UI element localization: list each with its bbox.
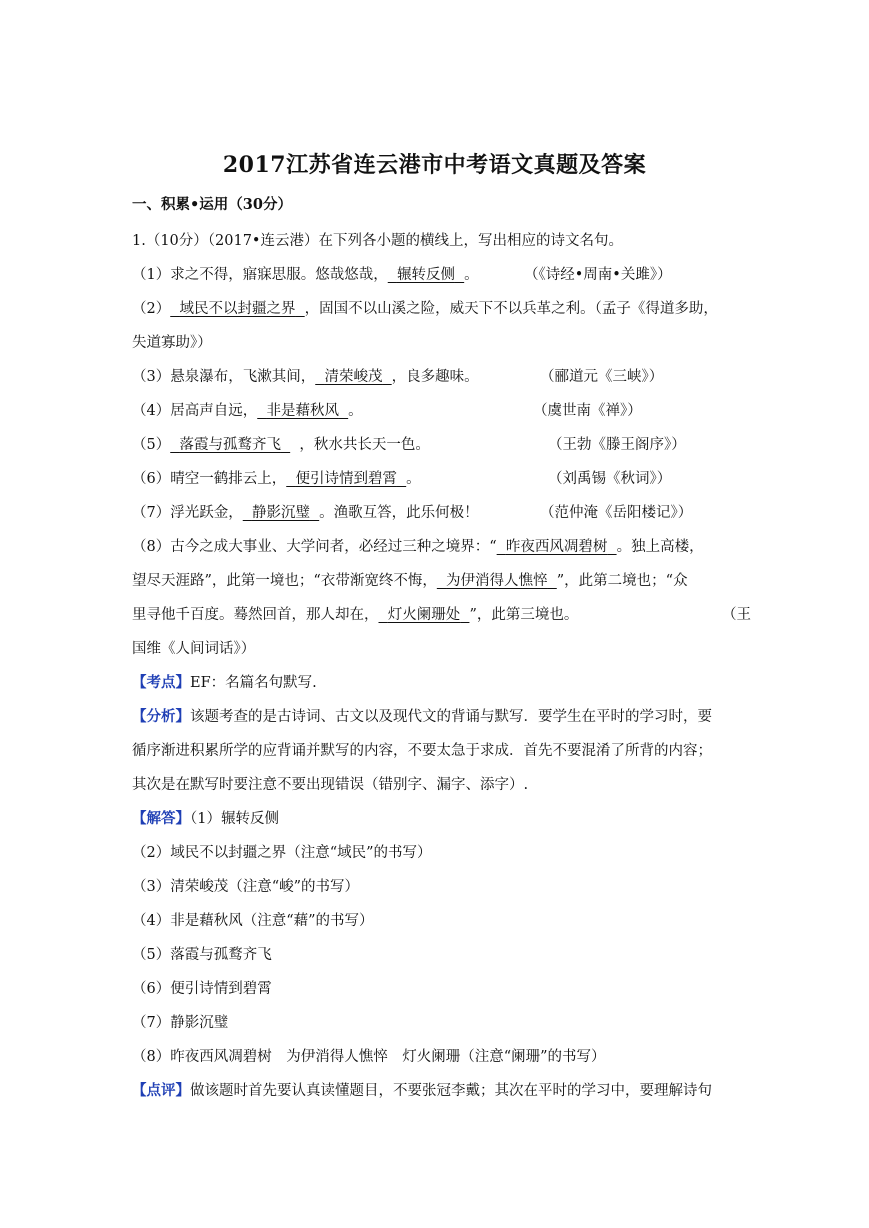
item-4-answer: 非是藉秋风	[266, 403, 339, 419]
item-1: （1）求之不得，寤寐思服。悠哉悠哉， 辗转反侧 。	[132, 267, 479, 283]
item-8-line-3: 里寻他千百度。蓦然回首，那人却在， 灯火阑珊处 ”，此第三境也。	[132, 607, 579, 623]
item-7: （7）浮光跃金， 静影沉璧 。渔歌互答，此乐何极！	[132, 505, 479, 521]
jieda-tag: 【解答】	[132, 810, 190, 827]
kaodian-line	[132, 671, 738, 692]
item-2-answer: 域民不以封疆之界	[179, 301, 296, 317]
item-5-source: （王勃《滕王阁序》）	[548, 437, 686, 453]
jieda-answer-5: （5）落霞与孤鹜齐飞	[132, 947, 272, 963]
item-6-answer: 便引诗情到碧霄	[295, 471, 397, 487]
section-heading: 一、积累•运用（30分）	[132, 196, 292, 213]
dianping-line: 【点评】做该题时首先要认真读懂题目，不要张冠李戴；其次在平时的学习中，要理解诗句	[132, 1082, 712, 1099]
item-8-answer-2: 为伊消得人憔悴	[446, 573, 548, 589]
kaodian-tag: 【考点】	[132, 674, 190, 691]
item-1-source: （《诗经•周南•关雎》）	[524, 267, 672, 283]
item-8-answer-3: 灯火阑珊处	[387, 607, 461, 623]
item-7-source: （范仲淹《岳阳楼记》）	[540, 505, 693, 521]
item-5-answer: 落霞与孤鹜齐飞	[179, 437, 281, 453]
jieda-answer-3: （3）清荣峻茂（注意“峻”的书写）	[132, 879, 360, 895]
item-3-answer: 清荣峻茂	[324, 369, 383, 385]
jieda-answer-4: （4）非是藉秋风（注意“藉”的书写）	[132, 913, 374, 929]
fenxi-line-3: 其次是在默写时要注意不要出现错误（错别字、漏字、添字）.	[132, 777, 529, 793]
item-2: （2） 域民不以封疆之界 ，固国不以山溪之险，威天下不以兵革之利。（孟子《得道多助，	[132, 301, 718, 317]
jieda-answer-8: （8）昨夜西风凋碧树 为伊消得人憔悴 灯火阑珊（注意“阑珊”的书写）	[132, 1049, 606, 1065]
item-3: （3）悬泉瀑布，飞漱其间， 清荣峻茂 ，良多趣味。	[132, 369, 479, 385]
item-1-answer: 辗转反侧	[396, 267, 455, 283]
item-8-line-1: （8）古今之成大事业、大学问者，必经过三种之境界：“ 昨夜西风凋碧树 。独上高楼，	[132, 539, 704, 555]
item-4-source: （虞世南《禅》）	[533, 403, 642, 419]
item-1-text: （1）求之不得，寤寐思服。悠哉悠哉，	[132, 267, 388, 283]
dianping-tag: 【点评】	[132, 1082, 190, 1099]
item-8-source-end: 国维《人间词话》）	[132, 641, 256, 657]
jieda-answer-2: （2）域民不以封疆之界（注意“域民”的书写）	[132, 845, 432, 861]
jieda-line-1: 【解答】（1）辗转反侧	[132, 810, 279, 827]
fenxi-line-1: 【分析】该题考查的是古诗词、古文以及现代文的背诵与默写．要学生在平时的学习时，要	[132, 708, 712, 725]
item-8-answer-1: 昨夜西风凋碧树	[505, 539, 608, 555]
question-stem: 1.（10分）（2017•连云港）在下列各小题的横线上，写出相应的诗文名句。	[132, 233, 623, 249]
jieda-answer-6: （6）便引诗情到碧霄	[132, 981, 272, 997]
item-8-line-2: 望尽天涯路”，此第一境也；“衣带渐宽终不悔， 为伊消得人憔悴 ”，此第二境也；“众	[132, 573, 688, 589]
jieda-answer-7: （7）静影沉璧	[132, 1015, 229, 1031]
kaodian-text: EF：名篇名句默写.	[190, 675, 317, 691]
item-5: （5） 落霞与孤鹜齐飞 ，秋水共长天一色。	[132, 437, 430, 453]
item-2-continuation: 失道寡助》）	[132, 335, 212, 351]
item-8-source-start: （王	[722, 607, 751, 623]
fenxi-tag: 【分析】	[132, 708, 190, 725]
item-6: （6）晴空一鹤排云上， 便引诗情到碧霄 。	[132, 471, 421, 487]
page-title: 2017江苏省连云港市中考语文真题及答案	[222, 152, 647, 178]
item-4: （4）居高声自远， 非是藉秋风 。	[132, 403, 363, 419]
item-3-source: （郦道元《三峡》）	[540, 369, 664, 385]
fenxi-line-2: 循序渐进积累所学的应背诵并默写的内容，不要太急于求成．首先不要混淆了所背的内容；	[132, 743, 712, 759]
item-6-source: （刘禹锡《秋词》）	[548, 471, 672, 487]
item-7-answer: 静影沉璧	[251, 505, 310, 521]
